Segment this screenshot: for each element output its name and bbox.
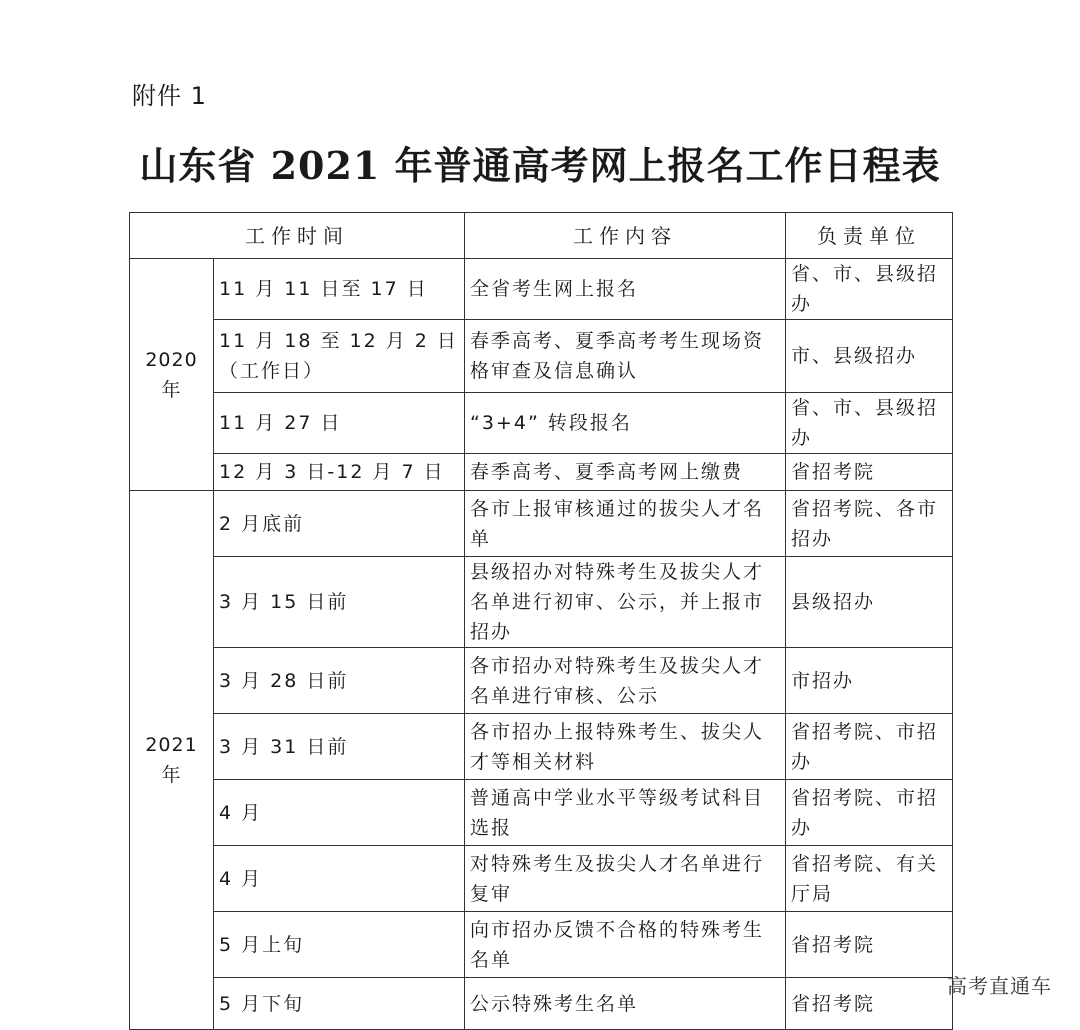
time-cell: 11 月 11 日至 17 日 — [214, 259, 465, 320]
content-cell: 向市招办反馈不合格的特殊考生名单 — [465, 912, 786, 978]
time-cell: 4 月 — [214, 780, 465, 846]
schedule-table — [129, 212, 953, 1030]
unit-cell: 省、市、县级招办 — [786, 393, 953, 454]
content-cell: 普通高中学业水平等级考试科目选报 — [465, 780, 786, 846]
time-cell: 2 月底前 — [214, 491, 465, 557]
unit-cell: 县级招办 — [786, 557, 953, 648]
table-row — [130, 714, 953, 780]
time-cell: 5 月下旬 — [214, 978, 465, 1030]
unit-cell: 省、市、县级招办 — [786, 259, 953, 320]
table-row — [130, 912, 953, 978]
unit-cell: 省招考院 — [786, 454, 953, 491]
content-cell: 县级招办对特殊考生及拔尖人才名单进行初审、公示，并上报市招办 — [465, 557, 786, 648]
time-cell: 3 月 15 日前 — [214, 557, 465, 648]
table-row — [130, 978, 953, 1030]
unit-cell: 省招考院 — [786, 978, 953, 1030]
unit-cell: 省招考院 — [786, 912, 953, 978]
content-cell: 各市上报审核通过的拔尖人才名单 — [465, 491, 786, 557]
content-cell: 对特殊考生及拔尖人才名单进行复审 — [465, 846, 786, 912]
table-row — [130, 320, 953, 393]
time-cell: 5 月上旬 — [214, 912, 465, 978]
time-cell: 11 月 27 日 — [214, 393, 465, 454]
content-cell: 各市招办对特殊考生及拔尖人才名单进行审核、公示 — [465, 648, 786, 714]
header-unit: 负责单位 — [786, 213, 953, 259]
content-cell: “3+4” 转段报名 — [465, 393, 786, 454]
header-row — [130, 213, 953, 259]
table-row — [130, 393, 953, 454]
time-cell: 11 月 18 至 12 月 2 日（工作日） — [214, 320, 465, 393]
content-cell: 春季高考、夏季高考考生现场资格审查及信息确认 — [465, 320, 786, 393]
unit-cell: 省招考院、各市招办 — [786, 491, 953, 557]
unit-cell: 省招考院、有关厅局 — [786, 846, 953, 912]
unit-cell: 省招考院、市招办 — [786, 714, 953, 780]
unit-cell: 市、县级招办 — [786, 320, 953, 393]
content-cell: 各市招办上报特殊考生、拔尖人才等相关材料 — [465, 714, 786, 780]
table-row — [130, 557, 953, 648]
year-cell: 2021 年 — [130, 491, 214, 1030]
table-row — [130, 648, 953, 714]
table-row — [130, 491, 953, 557]
table-row — [130, 780, 953, 846]
document-title: 山东省 2021 年普通高考网上报名工作日程表 — [139, 143, 941, 188]
table-row — [130, 454, 953, 491]
header-content: 工作内容 — [465, 213, 786, 259]
header-time: 工作时间 — [130, 213, 465, 259]
content-cell: 公示特殊考生名单 — [465, 978, 786, 1030]
content-cell: 春季高考、夏季高考网上缴费 — [465, 454, 786, 491]
unit-cell: 市招办 — [786, 648, 953, 714]
time-cell: 3 月 31 日前 — [214, 714, 465, 780]
watermark: 高考直通车 — [947, 974, 1052, 998]
content-cell: 全省考生网上报名 — [465, 259, 786, 320]
attachment-label: 附件 1 — [132, 82, 207, 110]
time-cell: 4 月 — [214, 846, 465, 912]
table-row — [130, 259, 953, 320]
year-cell: 2020 年 — [130, 259, 214, 491]
unit-cell: 省招考院、市招办 — [786, 780, 953, 846]
time-cell: 3 月 28 日前 — [214, 648, 465, 714]
time-cell: 12 月 3 日-12 月 7 日 — [214, 454, 465, 491]
table-row — [130, 846, 953, 912]
